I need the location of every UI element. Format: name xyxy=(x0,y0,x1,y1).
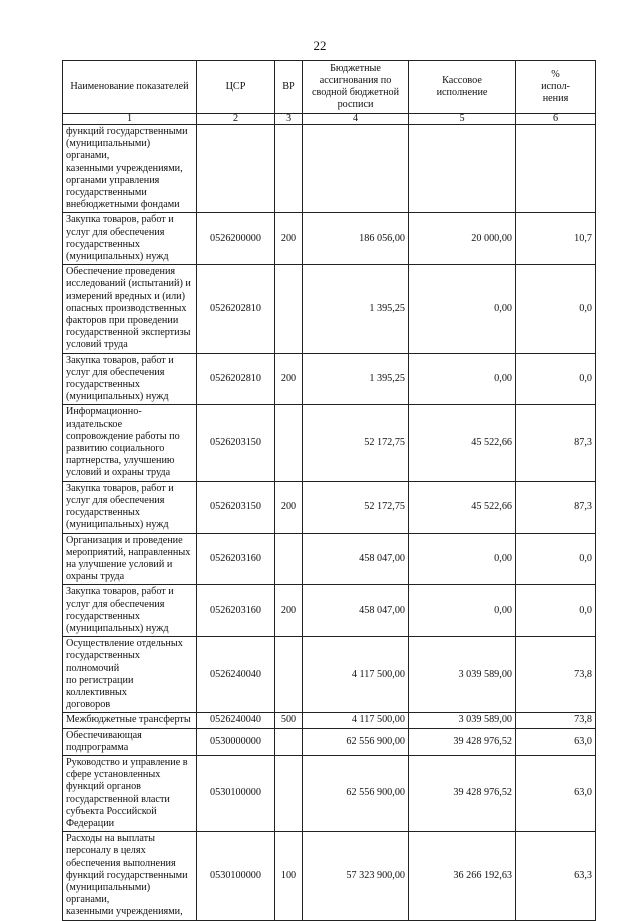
table-row xyxy=(63,832,596,920)
row-execution-percent: 73,8 xyxy=(516,637,596,713)
row-csr-code: 0526203150 xyxy=(197,481,275,533)
row-name: Обеспечение проведения исследований (испытаний) и измерений вредных и (или) опасных производственных факторов при проведении государственной экспертизы условий труда xyxy=(63,265,197,353)
row-cash-amount: 45 522,66 xyxy=(409,481,516,533)
row-name: Расходы на выплаты персоналу в целях обеспечения выполнения функций государственными (муниципальными) органами, казенными учреждениями, xyxy=(63,832,197,920)
row-cash-amount: 0,00 xyxy=(409,265,516,353)
table-row xyxy=(63,728,596,755)
row-csr-code: 0530100000 xyxy=(197,755,275,831)
row-budget-amount: 458 047,00 xyxy=(303,585,409,637)
row-vr-code xyxy=(275,637,303,713)
row-vr-code xyxy=(275,728,303,755)
row-vr-code: 200 xyxy=(275,213,303,265)
row-execution-percent: 0,0 xyxy=(516,265,596,353)
table-row xyxy=(63,585,596,637)
row-execution-percent: 87,3 xyxy=(516,481,596,533)
row-cash-amount: 3 039 589,00 xyxy=(409,637,516,713)
row-budget-amount: 62 556 900,00 xyxy=(303,755,409,831)
table-row xyxy=(63,353,596,405)
row-execution-percent: 0,0 xyxy=(516,585,596,637)
header-cash: Кассовое исполнение xyxy=(409,61,516,114)
row-name: Закупка товаров, работ и услуг для обеспечения государственных (муниципальных) нужд xyxy=(63,585,197,637)
table-row xyxy=(63,637,596,713)
row-budget-amount xyxy=(303,125,409,213)
row-execution-percent: 63,0 xyxy=(516,728,596,755)
row-budget-amount: 4 117 500,00 xyxy=(303,637,409,713)
row-name: Организация и проведение мероприятий, направленных на улучшение условий и охраны труда xyxy=(63,533,197,585)
row-budget-amount: 1 395,25 xyxy=(303,353,409,405)
table-header-row xyxy=(63,61,596,114)
header-name: Наименование показателей xyxy=(63,61,197,114)
column-number: 5 xyxy=(409,114,516,125)
table-row xyxy=(63,533,596,585)
row-budget-amount: 186 056,00 xyxy=(303,213,409,265)
row-cash-amount: 39 428 976,52 xyxy=(409,728,516,755)
row-csr-code: 0526203150 xyxy=(197,405,275,481)
budget-execution-table xyxy=(62,60,596,921)
row-execution-percent: 10,7 xyxy=(516,213,596,265)
row-budget-amount: 1 395,25 xyxy=(303,265,409,353)
column-number: 1 xyxy=(63,114,197,125)
row-execution-percent: 0,0 xyxy=(516,353,596,405)
row-budget-amount: 52 172,75 xyxy=(303,481,409,533)
row-name: Осуществление отдельных государственных полномочий по регистрации коллективных договоров xyxy=(63,637,197,713)
table-row xyxy=(63,265,596,353)
row-vr-code xyxy=(275,265,303,353)
header-vr: ВР xyxy=(275,61,303,114)
table-row xyxy=(63,405,596,481)
row-vr-code xyxy=(275,533,303,585)
header-pct: % испол- нения xyxy=(516,61,596,114)
row-csr-code: 0526202810 xyxy=(197,353,275,405)
column-number: 2 xyxy=(197,114,275,125)
row-budget-amount: 458 047,00 xyxy=(303,533,409,585)
row-csr-code: 0526202810 xyxy=(197,265,275,353)
row-csr-code: 0526200000 xyxy=(197,213,275,265)
row-csr-code: 0526240040 xyxy=(197,637,275,713)
row-vr-code: 200 xyxy=(275,585,303,637)
row-cash-amount: 0,00 xyxy=(409,585,516,637)
column-numbers-row xyxy=(63,114,596,125)
row-vr-code xyxy=(275,125,303,213)
column-number: 3 xyxy=(275,114,303,125)
row-budget-amount: 52 172,75 xyxy=(303,405,409,481)
table-row xyxy=(63,125,596,213)
row-cash-amount: 0,00 xyxy=(409,353,516,405)
row-vr-code: 100 xyxy=(275,832,303,920)
row-vr-code: 500 xyxy=(275,713,303,728)
row-name: Закупка товаров, работ и услуг для обеспечения государственных (муниципальных) нужд xyxy=(63,213,197,265)
column-number: 4 xyxy=(303,114,409,125)
row-name: Руководство и управление в сфере установленных функций органов государственной власти субъекта Российской Федерации xyxy=(63,755,197,831)
row-cash-amount: 39 428 976,52 xyxy=(409,755,516,831)
row-csr-code: 0530100000 xyxy=(197,832,275,920)
table-row xyxy=(63,713,596,728)
row-budget-amount: 62 556 900,00 xyxy=(303,728,409,755)
row-cash-amount: 0,00 xyxy=(409,533,516,585)
row-name: функций государственными (муниципальными) органами, казенными учреждениями, органами управления государственными внебюджетными фондами xyxy=(63,125,197,213)
row-name: Межбюджетные трансферты xyxy=(63,713,197,728)
header-csr: ЦСР xyxy=(197,61,275,114)
row-vr-code xyxy=(275,405,303,481)
row-budget-amount: 57 323 900,00 xyxy=(303,832,409,920)
row-vr-code: 200 xyxy=(275,481,303,533)
row-name: Информационно-издательское сопровождение работы по развитию социального партнерства, улучшению условий и охраны труда xyxy=(63,405,197,481)
table-row xyxy=(63,755,596,831)
row-execution-percent xyxy=(516,125,596,213)
column-number: 6 xyxy=(516,114,596,125)
row-cash-amount: 45 522,66 xyxy=(409,405,516,481)
table-row xyxy=(63,213,596,265)
row-execution-percent: 63,3 xyxy=(516,832,596,920)
page-number: 22 xyxy=(313,38,327,53)
row-cash-amount: 3 039 589,00 xyxy=(409,713,516,728)
row-cash-amount xyxy=(409,125,516,213)
row-csr-code xyxy=(197,125,275,213)
row-csr-code: 0530000000 xyxy=(197,728,275,755)
row-csr-code: 0526240040 xyxy=(197,713,275,728)
row-name: Закупка товаров, работ и услуг для обеспечения государственных (муниципальных) нужд xyxy=(63,481,197,533)
row-cash-amount: 36 266 192,63 xyxy=(409,832,516,920)
row-vr-code xyxy=(275,755,303,831)
table-row xyxy=(63,481,596,533)
row-execution-percent: 73,8 xyxy=(516,713,596,728)
row-execution-percent: 63,0 xyxy=(516,755,596,831)
row-budget-amount: 4 117 500,00 xyxy=(303,713,409,728)
row-vr-code: 200 xyxy=(275,353,303,405)
header-budget: Бюджетные ассигнования по сводной бюджетной росписи xyxy=(303,61,409,114)
row-execution-percent: 87,3 xyxy=(516,405,596,481)
row-execution-percent: 0,0 xyxy=(516,533,596,585)
row-name: Закупка товаров, работ и услуг для обеспечения государственных (муниципальных) нужд xyxy=(63,353,197,405)
row-csr-code: 0526203160 xyxy=(197,585,275,637)
row-cash-amount: 20 000,00 xyxy=(409,213,516,265)
row-name: Обеспечивающая подпрограмма xyxy=(63,728,197,755)
row-csr-code: 0526203160 xyxy=(197,533,275,585)
